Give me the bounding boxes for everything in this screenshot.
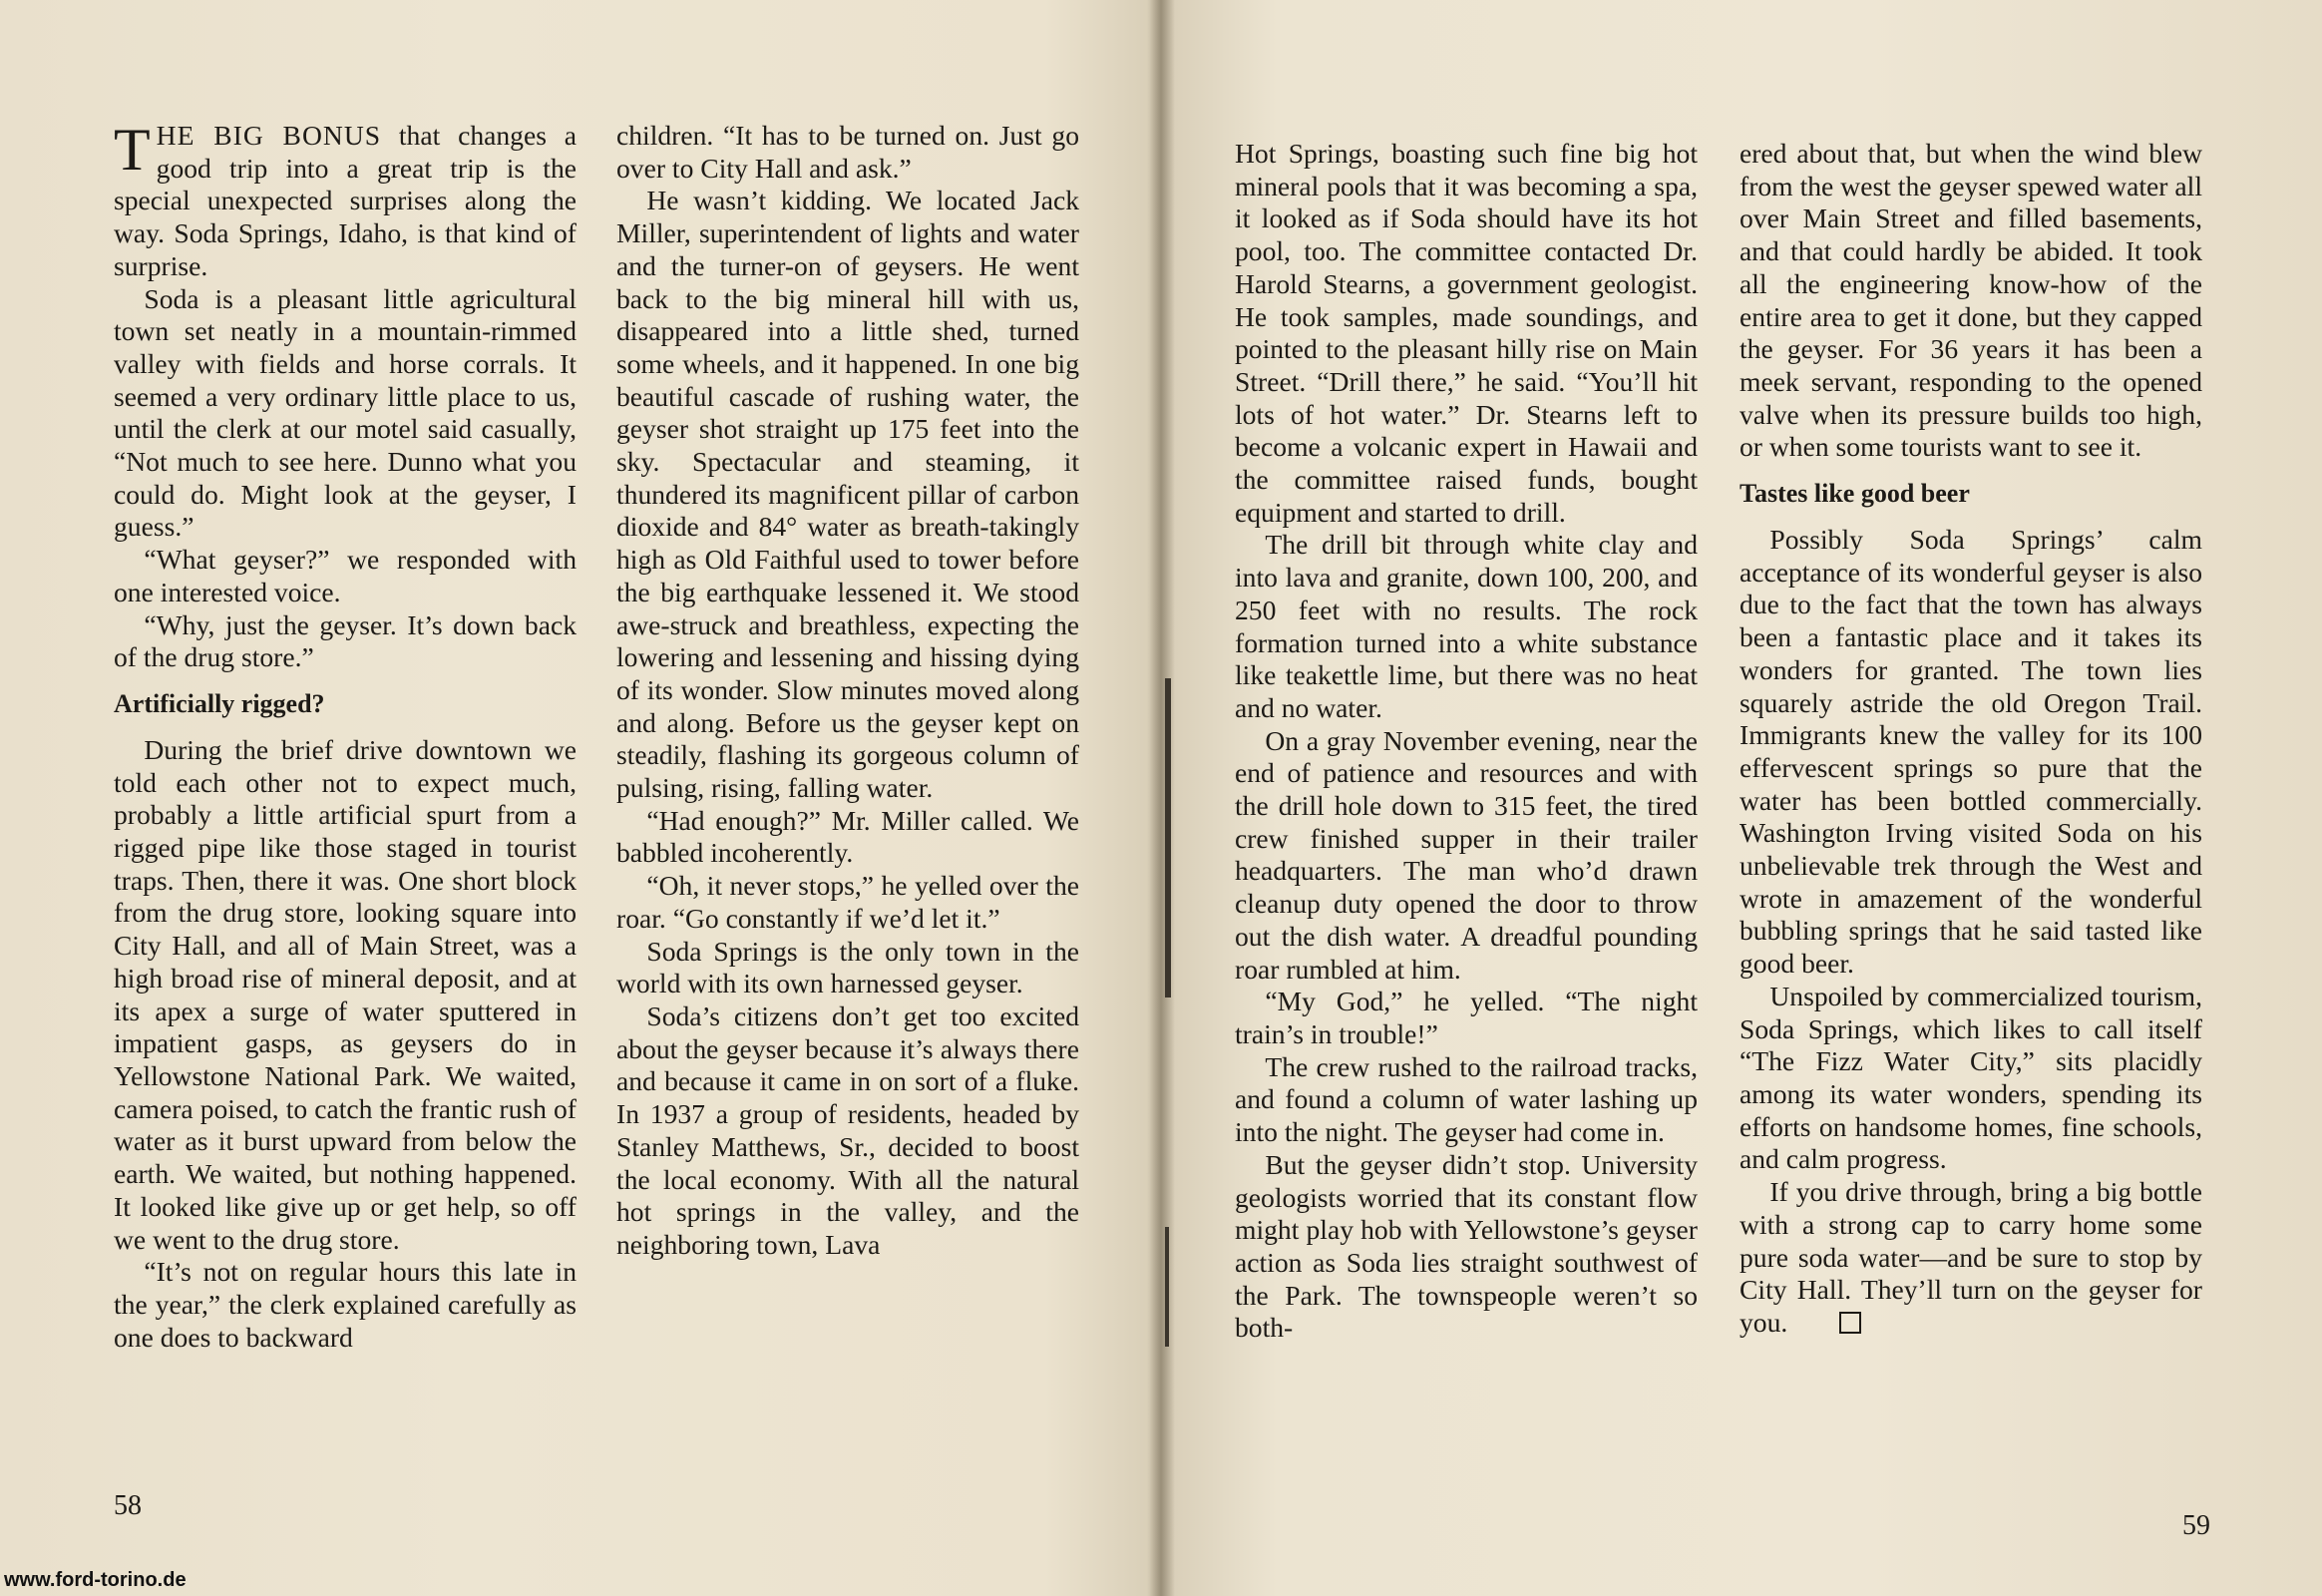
left-column-1 (114, 117, 577, 1354)
paragraph: “My God,” he yelled. “The night train’s in trouble!” (1235, 986, 1698, 1049)
article-lead-paragraph (114, 117, 577, 283)
paragraph: children. “It has to be turned on. Just go over to City Hall and ask.” (616, 120, 1079, 184)
section-heading: Tastes like good beer (1740, 479, 1970, 509)
end-mark-icon (1839, 1312, 1861, 1334)
paragraph: Hot Springs, boasting such fine big hot mineral pools that it was becoming a spa, it looked as if Soda should have its hot pool, too. The committee contacted Dr. Harold Stearns, a government geologist. He took samples, made soundings, and pointed to the pleasant hilly rise on Main Street. “Drill there,” he said. “You’ll hit lots of hot water.” Dr. Stearns left to become a volcanic expert in Hawaii and the committee raised funds, bought equipment and started to drill. (1235, 138, 1698, 528)
paragraph: “It’s not on regular hours this late in the year,” the clerk explained carefully as one does to backward (114, 1256, 577, 1353)
left-column-2 (616, 120, 1079, 1262)
paragraph: Soda’s citizens don’t get too excited about the geyser because it’s always there and because it came in on sort of a fluke. In 1937 a group of residents, headed by Stanley Matthews, Sr., decided to boost the local economy. With all the natural hot springs in the valley, and the neighboring town, Lava (616, 999, 1079, 1260)
paragraph: During the brief drive downtown we told each other not to expect much, probably a little artificial spurt from a rigged pipe like those staged in tourist traps. Then, there it was. One short block from the drug store, looking square into City Hall, and all of Main Street, was a high broad rise of mineral deposit, and at its apex a surge of water sputtered in impatient gasps, as geysers do in Yellowstone National Park. We waited, camera poised, to catch the frantic rush of water as it burst upward from below the earth. We waited, but nothing happened. It looked like give up or get help, so off we went to the drug store. (114, 733, 577, 1255)
paragraph: On a gray November evening, near the end of patience and resources and with the drill hole down to 315 feet, the tired crew finished supper in their trailer headquarters. The man who’d drawn cleanup duty opened the door to throw out the dish water. A dreadful pounding roar rumbled at him. (1235, 724, 1698, 985)
paragraph (1740, 1176, 2202, 1340)
section-heading: Artificially rigged? (114, 688, 325, 718)
page-number-left: 58 (114, 1490, 142, 1521)
paragraph: The drill bit through white clay and into lava and granite, down 100, 200, and 250 feet with no results. The rock formation turned into a white substance like teakettle lime, but there was no heat and no water. (1235, 529, 1698, 723)
paragraph: ered about that, but when the wind blew from the west the geyser spewed water all over Main Street and filled basements, and that could hardly be abided. It took all the engineering know-how of the entire area to get it done, but they capped the geyser. For 36 years it has been a meek servant, responding to the opened valve when its pressure builds too high, or when some tourists want to see it. (1740, 138, 2202, 463)
paragraph: “Why, just the geyser. It’s down back of the drug store.” (114, 608, 577, 673)
paragraph: “Had enough?” Mr. Miller called. We babbled incoherently. (616, 804, 1079, 869)
left-page (0, 0, 1157, 1596)
watermark-text: www.ford-torino.de (4, 1569, 187, 1591)
paragraph: “What geyser?” we responded with one interested voice. (114, 544, 577, 607)
paragraph: But the geyser didn’t stop. University geologists worried that its constant flow might play hob with Yellowstone’s geyser action as Soda lies straight southwest of the Park. The townspeople weren’t so both- (1235, 1148, 1698, 1344)
drop-cap: T (114, 117, 151, 183)
right-column-1 (1235, 138, 1698, 1345)
paragraph: Possibly Soda Springs’ calm acceptance of its wonderful geyser is also due to the fact that the town has always been a fantastic place and it takes its wonders for granted. The town lies squarely astride the old Oregon Trail. Immigrants knew the valley for its 100 effervescent springs so pure that the water has been bottled commercially. Washington Irving visited Soda on his unbelievable trek through the West and wrote in amazement of the wonderful bubbling springs that he said tasted like good beer. (1740, 524, 2202, 980)
paragraph: Soda is a pleasant little agricultural town set neatly in a mountain-rimmed valley with fields and horse corrals. It seemed a very ordinary little place to us, until the clerk at our motel said casually, “Not much to see here. Dunno what you could do. Might look at the geyser, I guess.” (114, 282, 577, 543)
paragraph: “Oh, it never stops,” he yelled over the roar. “Go constantly if we’d let it.” (616, 870, 1079, 934)
closing-text: If you drive through, bring a big bottle with a strong cap to carry home some pure soda water—and be sure to stop by City Hall. They’ll turn on the geyser for you. (1740, 1176, 2202, 1338)
paragraph: Soda Springs is the only town in the world with its own harnessed geyser. (616, 935, 1079, 999)
right-column-2 (1740, 138, 2202, 1340)
lead-text: that changes a good trip into a great trip is the special unexpected surprises along the way. Soda Springs, Idaho, is that kind of surprise. (114, 120, 577, 281)
paragraph: Unspoiled by commercialized tourism, Soda Springs, which likes to call itself “The Fizz Water City,” sits placidly among its water wonders, spending its efforts on handsome homes, fine schools, and calm progress. (1740, 980, 2202, 1175)
lead-smallcaps: HE BIG BONUS (156, 120, 382, 151)
paragraph: The crew rushed to the railroad tracks, and found a column of water lashing up into the night. The geyser had come in. (1235, 1050, 1698, 1148)
paragraph: He wasn’t kidding. We located Jack Miller, superintendent of lights and water and the turner-on of geysers. He went back to the big mineral hill with us, disappeared into a little shed, turned some wheels, and it happened. In one big beautiful cascade of rushing water, the geyser shot straight up 175 feet into the sky. Spectacular and steaming, it thundered its magnificent pillar of carbon dioxide and 84° water as breath-takingly high as Old Faithful used to tower before the big earthquake lessened it. We stood awe-struck and breathless, expecting the lowering and lessening and hissing dying of its wonder. Slow minutes moved along and along. Before us the geyser kept on steadily, flashing its gorgeous column of pulsing, rising, falling water. (616, 185, 1079, 804)
right-page (1165, 0, 2322, 1596)
page-number-right: 59 (2182, 1510, 2210, 1541)
